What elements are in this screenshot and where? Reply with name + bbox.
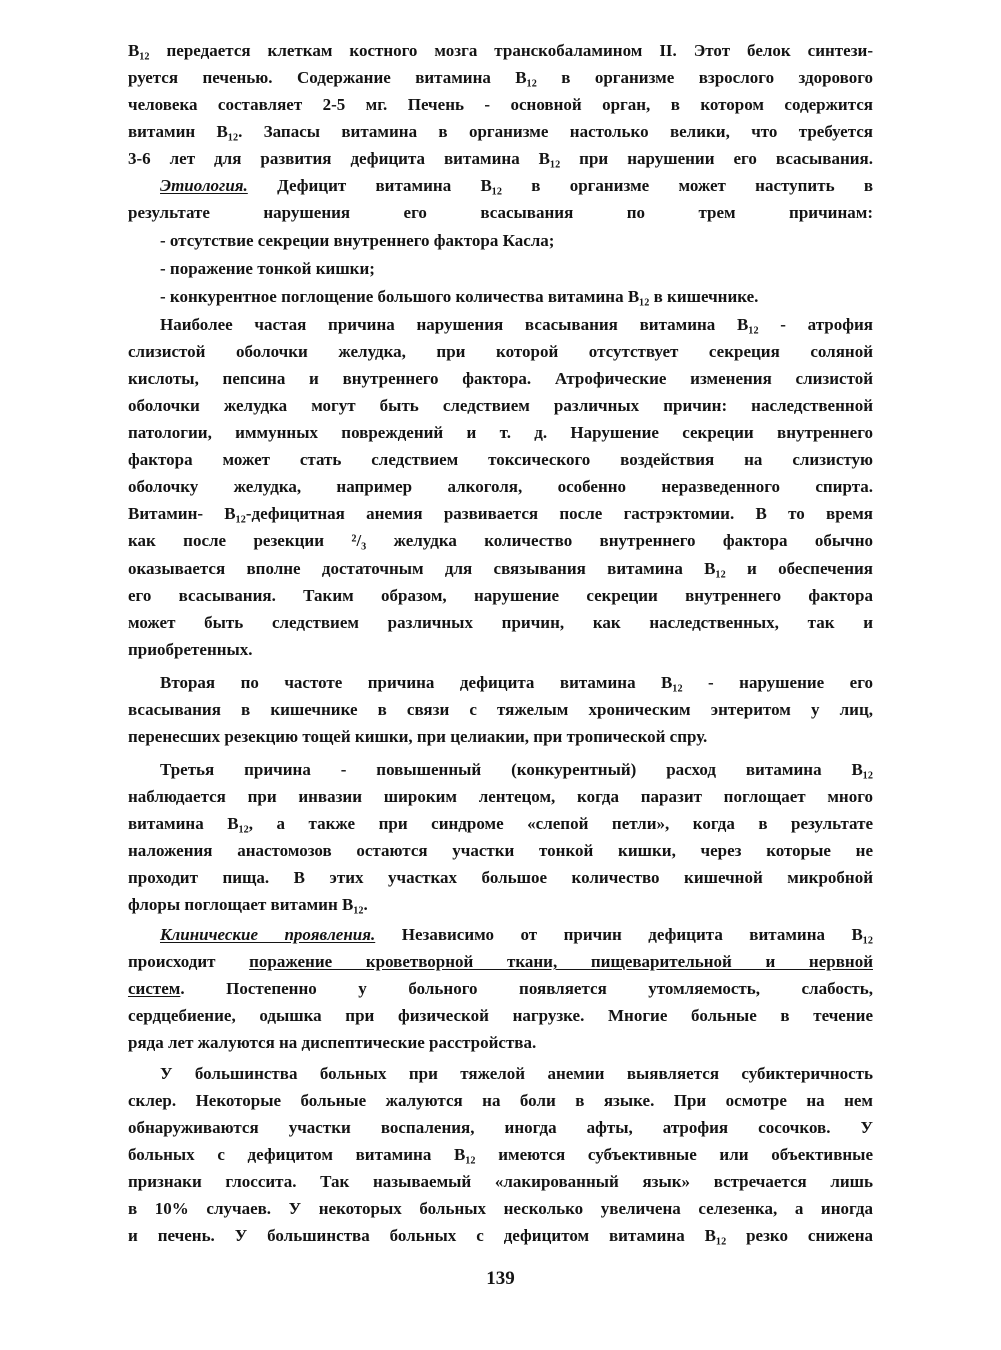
text-line: сердцебиение, одышка при физической нагрузке. Многие больные в течение <box>128 1006 873 1025</box>
text-line <box>128 952 873 972</box>
text-line: может быть следствием различных причин, как наследственных, так и <box>128 613 873 632</box>
text-line: витамина B₁₂, а также при синдроме «слепой петли», когда в результате <box>128 814 873 833</box>
text-line: его всасывания. Таким образом, нарушение секреции внутреннего фактора <box>128 586 873 605</box>
text-line: и печень. У большинства больных с дефицитом витамина B₁₂ резко снижена <box>128 1226 873 1245</box>
text-line: приобретенных. <box>128 640 253 659</box>
etiology-heading: Этиология. <box>160 176 248 195</box>
text-line: в 10% случаев. У некоторых больных несколько увеличена селезенка, а иногда <box>128 1199 873 1218</box>
text-line: признаки глоссита. Так называемый «лакированный язык» встречается лишь <box>128 1172 873 1191</box>
text-line: флоры поглощает витамин B₁₂. <box>128 895 368 914</box>
text-line: наблюдается при инвазии широким лентецом, когда паразит поглощает много <box>128 787 873 806</box>
text-line: руется печенью. Содержание витамина B₁₂ в организме взрослого здорового <box>128 68 873 87</box>
text-line: Вторая по частоте причина дефицита витамина B₁₂ - нарушение его <box>160 673 873 692</box>
text-line: обнаруживаются участки воспаления, иногда афты, атрофия сосочков. У <box>128 1118 873 1137</box>
list-item: - отсутствие секреции внутреннего фактора Касла; <box>160 231 555 250</box>
text-segment: происходит <box>128 952 216 971</box>
text-line: больных с дефицитом витамина B₁₂ имеются субъективные или объективные <box>128 1145 873 1164</box>
text-line: B₁₂ передается клеткам костного мозга транскобаламином II. Этот белок синтези- <box>128 41 873 60</box>
page-number: 139 <box>486 1268 515 1289</box>
text-line: человека составляет 2-5 мг. Печень - основной орган, в котором содержится <box>128 95 873 114</box>
etiology-paragraph-start <box>160 176 873 196</box>
text-line: Витамин- B₁₂-дефицитная анемия развивается после гастрэктомии. В то время <box>128 504 873 523</box>
underlined-systems: систем <box>128 979 181 998</box>
clinical-heading: Клинические проявления. <box>160 925 376 944</box>
underlined-systems: поражение кроветворной ткани, пищеварительной и нервной <box>249 952 873 971</box>
text-line: У большинства больных при тяжелой анемии выявляется субиктеричность <box>160 1064 873 1083</box>
text-line: кислоты, пепсина и внутреннего фактора. Атрофические изменения слизистой <box>128 369 873 388</box>
text-line: результате нарушения его всасывания по трем причинам: <box>128 203 873 222</box>
text-segment: Дефицит витамина B₁₂ в организме может наступить в <box>277 176 874 195</box>
text-line: витамин B₁₂. Запасы витамина в организме настолько велики, что требуется <box>128 122 873 141</box>
text-line <box>128 979 873 999</box>
text-line: фактора может стать следствием токсического воздействия на слизистую <box>128 450 873 469</box>
text-line: склер. Некоторые больные жалуются на боли в языке. При осмотре на нем <box>128 1091 873 1110</box>
text-line: всасывания в кишечнике в связи с тяжелым хроническим энтеритом у лиц, <box>128 700 873 719</box>
list-item: - поражение тонкой кишки; <box>160 259 375 278</box>
list-item: - конкурентное поглощение большого количества витамина B₁₂ в кишечнике. <box>160 287 759 306</box>
text-line: как после резекции ²/₃ желудка количество внутреннего фактора обычно <box>128 531 873 550</box>
text-line: Наиболее частая причина нарушения всасывания витамина B₁₂ - атрофия <box>160 315 873 334</box>
text-line: оболочки желудка могут быть следствием различных причин: наследственной <box>128 396 873 415</box>
clinical-paragraph-start <box>160 925 873 945</box>
text-line: перенесших резекцию тощей кишки, при целиакии, при тропической спру. <box>128 727 708 746</box>
text-line: Третья причина - повышенный (конкурентный) расход витамина B₁₂ <box>160 760 873 779</box>
text-line: оказывается вполне достаточным для связывания витамина B₁₂ и обеспечения <box>128 559 873 578</box>
text-line: наложения анастомозов остаются участки тонкой кишки, через которые не <box>128 841 873 860</box>
text-line: 3-6 лет для развития дефицита витамина B₁₂ при нарушении его всасывания. <box>128 149 873 168</box>
text-line: патологии, иммунных повреждений и т. д. Нарушение секреции внутреннего <box>128 423 873 442</box>
text-line: ряда лет жалуются на диспептические расстройства. <box>128 1033 537 1052</box>
text-line: оболочку желудка, например алкоголя, особенно неразведенного спирта. <box>128 477 873 496</box>
text-segment: . Постепенно у больного появляется утомляемость, слабость, <box>180 979 873 998</box>
text-line: слизистой оболочки желудка, при которой отсутствует секреция соляной <box>128 342 873 361</box>
text-line: проходит пища. В этих участках большое количество кишечной микробной <box>128 868 873 887</box>
text-segment: Независимо от причин дефицита витамина B₁₂ <box>401 925 873 944</box>
